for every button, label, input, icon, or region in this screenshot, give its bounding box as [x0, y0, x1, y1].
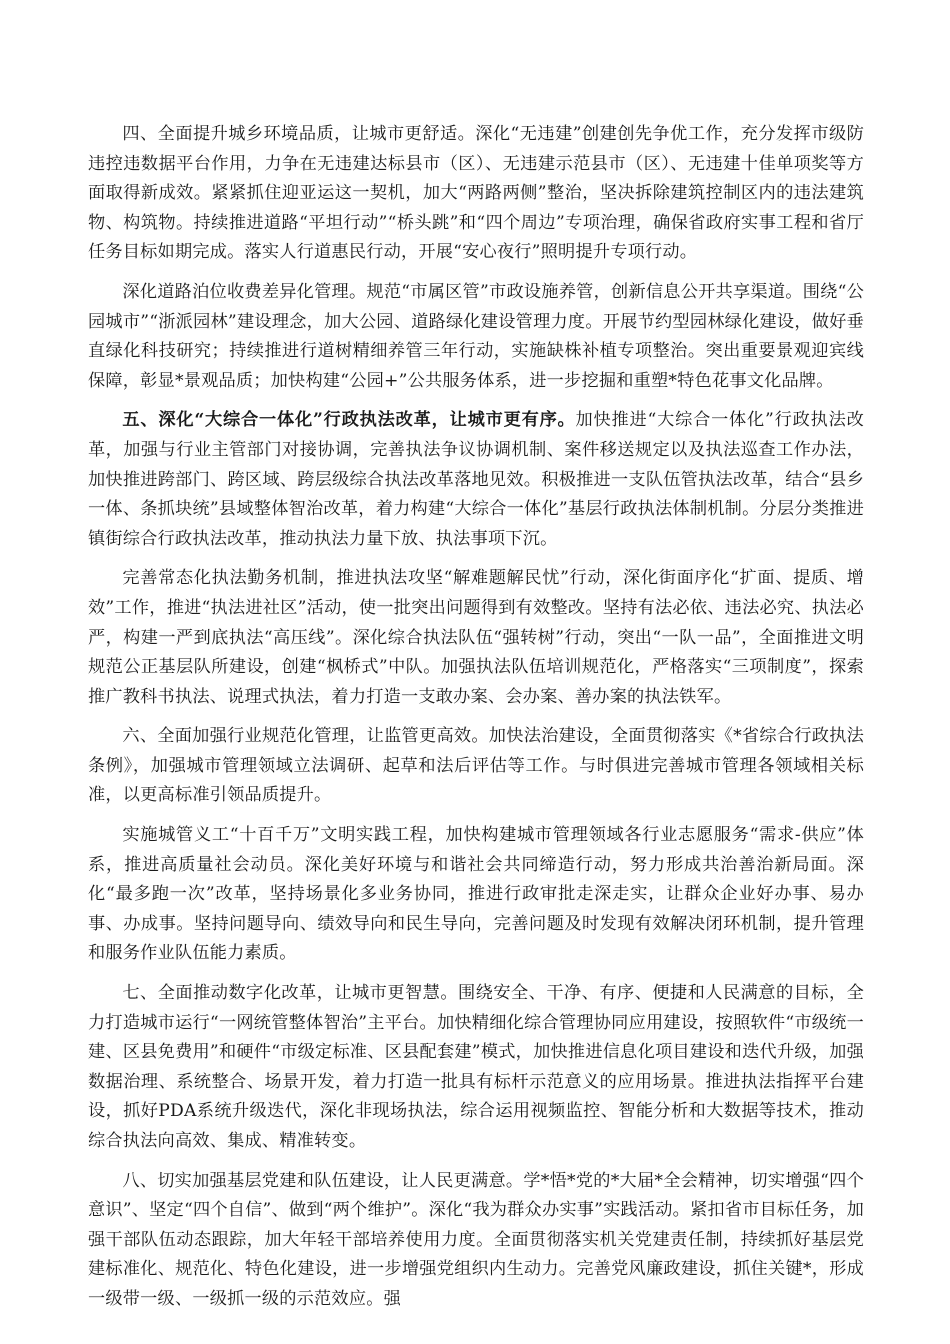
document-body	[88, 120, 864, 1325]
paragraph-volunteer	[88, 821, 864, 969]
paragraph-road-parking	[88, 278, 864, 396]
paragraph-section-5	[88, 406, 864, 554]
paragraph-section-8	[88, 1167, 864, 1315]
paragraph-text: 完善常态化执法勤务机制，推进执法攻坚“解难题解民忧”行动，深化街面序化“扩面、提质、增效”工作，推进“执法进社区”活动，使一批突出问题得到有效整改。坚持有法必依、违法必究、执法必严，构建一严到底执法“高压线”。深化综合执法队伍“强转树”行动，突出“一队一品”，全面推进文明规范公正基层队所建设，创建“枫桥式”中队。加强执法队伍培训规范化，严格落实“三项制度”，探索推广教科书执法、说理式执法，着力打造一支敢办案、会办案、善办案的执法铁军。	[88, 568, 864, 707]
paragraph-section-7	[88, 979, 864, 1157]
paragraph-text: 深化道路泊位收费差异化管理。规范“市属区管”市政设施养管，创新信息公开共享渠道。围绕“公园城市”“浙派园林”建设理念，加大公园、道路绿化建设管理力度。开展节约型园林绿化建设，做好垂直绿化科技研究；持续推进行道树精细养管三年行动，实施缺株补植专项整治。突出重要景观迎宾线保障，彰显*景观品质；加快构建“公园+”公共服务体系，进一步挖掘和重塑*特色花事文化品牌。	[88, 281, 864, 391]
paragraph-text: 六、全面加强行业规范化管理，让监管更高效。加快法治建设，全面贯彻落实《*省综合行政执法条例》，加强城市管理领域立法调研、起草和法后评估等工作。与时俱进完善城市管理各领域相关标准，以更高标准引领品质提升。	[88, 726, 864, 806]
paragraph-text: 加快推进“大综合一体化”行政执法改革，加强与行业主管部门对接协调，完善执法争议协调机制、案件移送规定以及执法巡查工作办法，加快推进跨部门、跨区域、跨层级综合执法改革落地见效。积极推进一支队伍管执法改革，结合“县乡一体、条抓块统”县域整体智治改革，着力构建“大综合一体化”基层行政执法体制机制。分层分类推进镇街综合行政执法改革，推动执法力量下放、执法事项下沉。	[88, 410, 864, 549]
paragraph-section-6	[88, 722, 864, 811]
paragraph-text: 七、全面推动数字化改革，让城市更智慧。围绕安全、干净、有序、便捷和人民满意的目标，全力打造城市运行“一网统管整体智治”主平台。加快精细化综合管理协同应用建设，按照软件“市级统一建、区县免费用”和硬件“市级定标准、区县配套建”模式，加快推进信息化项目建设和迭代升级，加强数据治理、系统整合、场景开发，着力打造一批具有标杆示范意义的应用场景。推进执法指挥平台建设，抓好PDA系统升级迭代，深化非现场执法，综合运用视频监控、智能分析和大数据等技术，推动综合执法向高效、集成、精准转变。	[88, 983, 864, 1151]
paragraph-text: 实施城管义工“十百千万”文明实践工程，加快构建城市管理领域各行业志愿服务“需求-供应”体系，推进高质量社会动员。深化美好环境与和谐社会共同缔造行动，努力形成共治善治新局面。深化“最多跑一次”改革，坚持场景化多业务协同，推进行政审批走深走实，让群众企业好办事、易办事、办成事。坚持问题导向、绩效导向和民生导向，完善问题及时发现有效解决闭环机制，提升管理和服务作业队伍能力素质。	[88, 825, 864, 964]
paragraph-text: 四、全面提升城乡环境品质，让城市更舒适。深化“无违建”创建创先争优工作，充分发挥市级防违控违数据平台作用，力争在无违建达标县市（区）、无违建示范县市（区）、无违建十佳单项奖等方面取得新成效。紧紧抓住迎亚运这一契机，加大“两路两侧”整治，坚决拆除建筑控制区内的违法建筑物、构筑物。持续推进道路“平坦行动”“桥头跳”和“四个周边”专项治理，确保省政府实事工程和省厅任务目标如期完成。落实人行道惠民行动，开展“安心夜行”照明提升专项行动。	[88, 124, 864, 263]
paragraph-law-enforcement	[88, 564, 864, 712]
paragraph-section-4	[88, 120, 864, 268]
paragraph-text: 八、切实加强基层党建和队伍建设，让人民更满意。学*悟*党的*大届*全会精神，切实增强“四个意识”、坚定“四个自信”、做到“两个维护”。深化“我为群众办实事”实践活动。紧扣省市目标任务，加强干部队伍动态跟踪，加大年轻干部培养使用力度。全面贯彻落实机关党建责任制，持续抓好基层党建标准化、规范化、特色化建设，进一步增强党组织内生动力。完善党风廉政建设，抓住关键*，形成一级带一级、一级抓一级的示范效应。强	[88, 1170, 864, 1309]
paragraph-lead-heading: 五、深化“大综合一体化”行政执法改革，让城市更有序。	[122, 410, 576, 431]
